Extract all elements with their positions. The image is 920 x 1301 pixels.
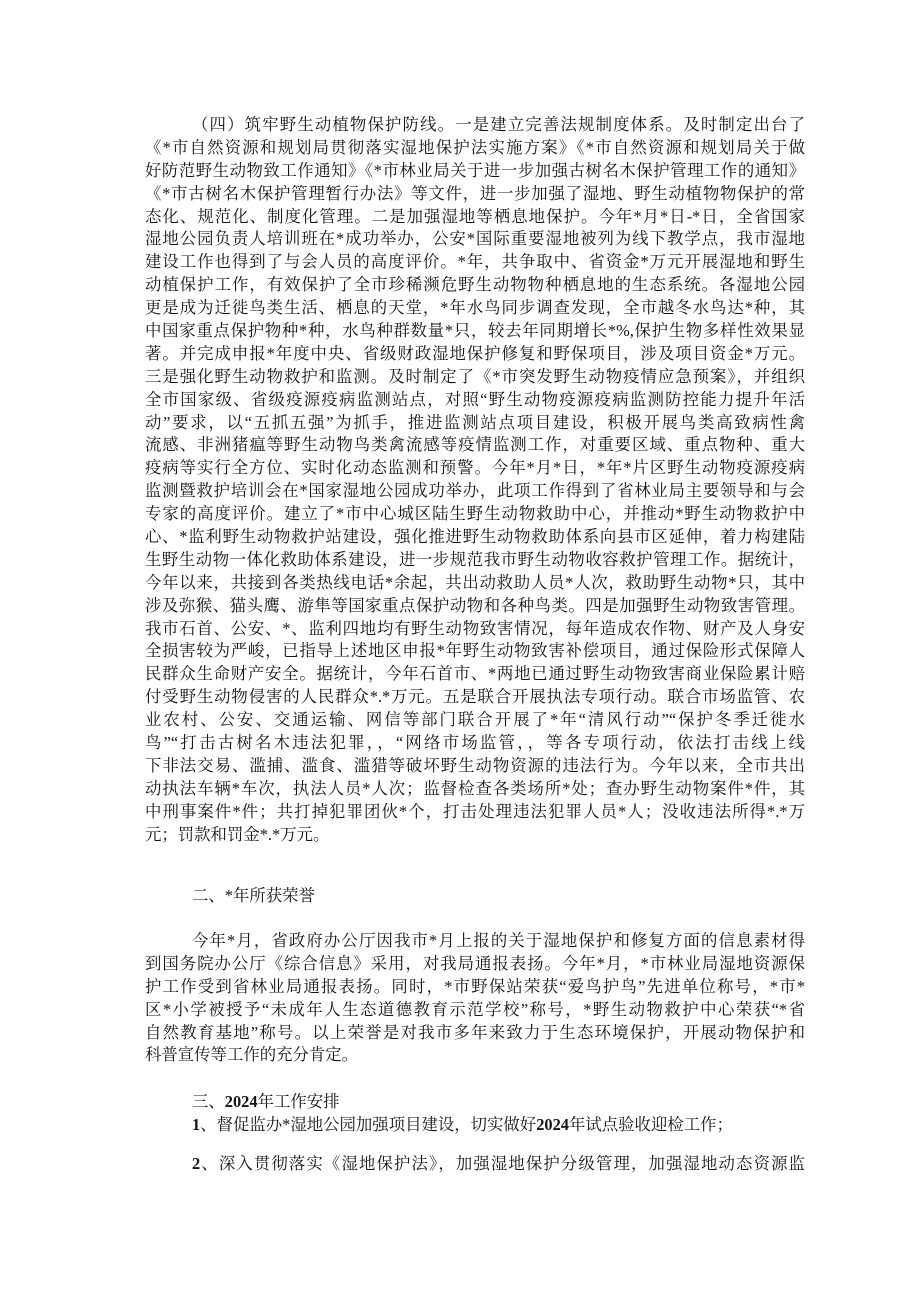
paragraph-wildlife-protection: [145, 114, 805, 847]
text-line: 下非法交易、滥捕、滥食、滥猎等破坏野生动物资源的违法行为。今年以来，全市共出: [145, 755, 805, 775]
text-line: 生野生动物一体化救助体系建设，进一步规范我市野生动物收容救护管理工作。据统计，: [145, 549, 805, 569]
text-line: 今年*月，省政府办公厅因我市*月上报的关于湿地保护和修复方面的信息素材得: [192, 931, 805, 950]
item-number: 2: [192, 1154, 201, 1173]
text-line: 区*小学被授予“未成年人生态道德教育示范学校”称号，*野生动物救护中心荣获“*省: [145, 999, 805, 1019]
text-line: 《*市自然资源和规划局贯彻落实湿地保护法实施方案》《*市自然资源和规划局关于做: [145, 137, 805, 157]
item-separator: 、: [200, 1115, 217, 1134]
section-heading-2024-plan: [145, 1091, 805, 1114]
text-line: 《*市古树名木保护管理暂行办法》等文件，进一步加强了湿地、野生动植物物保护的常: [145, 183, 805, 203]
text-line: 三是强化野生动物救护和监测。及时制定了《*市突发野生动物疫情应急预案》，并组织: [145, 366, 805, 386]
plan-item-2: [145, 1153, 805, 1176]
text-line: 民群众生命财产安全。据统计，今年石首市、*两地已通过野生动物致害商业保险累计赔: [145, 664, 805, 684]
text-line: 更是成为迁徙鸟类生活、栖息的天堂，*年水鸟同步调查发现，全市越冬水鸟达*种，其: [145, 298, 805, 318]
text-line: 鸟”“打击古树名木违法犯罪，，“网络市场监管，，等各专项行动，依法打击线上线: [145, 733, 805, 753]
text-line: 建设工作也得到了与会人员的高度评价。*年，共争取中、省资金*万元开展湿地和野生: [145, 252, 805, 272]
item-text-before: 督促监办*湿地公园加强项目建设，切实做好: [216, 1115, 537, 1134]
text-line: 专家的高度评价。建立了*市中心城区陆生野生动物救助中心，并推动*野生动物救护中: [145, 504, 805, 524]
text-line: 涉及弥猴、猫头鹰、游隼等国家重点保护动物和各种鸟类。四是加强野生动物致害管理。: [145, 595, 805, 615]
text-line: 动执法车辆*车次，执法人员*人次；监督检查各类场所*处；查办野生动物案件*件，其: [145, 778, 805, 798]
text-line: （四）筑牢野生动植物保护防线。一是建立完善法规制度体系。及时制定出台了: [192, 115, 805, 134]
plan-item-1: [145, 1114, 805, 1137]
text-line: 态化、规范化、制度化管理。二是加强湿地等栖息地保护。今年*月*日-*日，全省国家: [145, 206, 805, 226]
text-line: 监测暨救护培训会在*国家湿地公园成功举办，此项工作得到了省林业局主要领导和与会: [145, 481, 805, 501]
text-line: 付受野生动物侵害的人民群众*.*万元。五是联合开展执法专项行动。联合市场监管、农: [145, 687, 805, 707]
text-line: 业农村、公安、交通运输、网信等部门联合开展了*年“清风行动”“保护冬季迁徙水: [145, 710, 805, 730]
text-line: 自然教育基地”称号。以上荣誉是对我市多年来致力于生态环境保护，开展动物保护和: [145, 1022, 805, 1042]
heading-suffix: 年工作安排: [257, 1092, 340, 1111]
heading-prefix: 三、: [192, 1092, 225, 1111]
paragraph-honors: [145, 930, 805, 1067]
text-line: 元；罚款和罚金*.*万元。: [145, 824, 330, 844]
text-line: 中国家重点保护物种*种，水鸟种群数量*只，较去年同期增长*%,保护生物多样性效果显: [145, 321, 805, 341]
text-line: 中刑事案件*件；共打掉犯罪团伙*个，打击处理违法犯罪人员*人；没收违法所得*.*万: [145, 801, 805, 821]
text-line: 好防范野生动物致工作通知》《*市林业局关于进一步加强古树名木保护管理工作的通知》: [145, 160, 805, 180]
text-line: 科普宣传等工作的充分肯定。: [145, 1045, 359, 1065]
item-text-after: 年试点验收迎检工作；: [569, 1115, 733, 1134]
text-line: 动植保护工作，有效保护了全市珍稀濒危野生动物物种栖息地的生态系统。各湿地公园: [145, 275, 805, 295]
text-line: 流感、非洲猪瘟等野生动物鸟类禽流感等疫情监测工作，对重要区域、重点物种、重大: [145, 435, 805, 455]
text-line: 动”要求，以“五抓五强”为抓手，推进监测站点项目建设，积极开展鸟类高致病性禽: [145, 412, 805, 432]
text-line: [145, 1114, 805, 1137]
text-line: 全损害较为严峻，已指导上述地区申报*年野生动物致害补偿项目，通过保险形式保障人: [145, 641, 805, 661]
text-line: 护工作受到省林业局通报表扬。同时，*市野保站荣获“爱鸟护鸟”先进单位称号，*市*: [145, 976, 805, 996]
text-line: 到国务院办公厅《综合信息》采用，对我局通报表扬。今年*月，*市林业局湿地资源保: [145, 953, 805, 973]
item-year: 2024: [536, 1115, 569, 1134]
heading-text: [145, 1091, 805, 1114]
text-line: [145, 1153, 805, 1176]
text-line: 著。并完成申报*年度中央、省级财政湿地保护修复和野保项目，涉及项目资金*万元。: [145, 343, 805, 363]
section-heading-honors: [145, 885, 805, 908]
heading-year: 2024: [224, 1092, 258, 1111]
text-line: 全市国家级、省级疫源疫病监测站点，对照“野生动物疫源疫病监测防控能力提升年活: [145, 389, 805, 409]
item-separator: 、: [200, 1154, 219, 1173]
text-line: 疫病等实行全方位、实时化动态监测和预警。今年*月*日，*年*片区野生动物疫源疫病: [145, 458, 805, 478]
text-line: 心、*监利野生动物救护站建设，强化推进野生动物救助体系向县市区延伸，着力构建陆: [145, 527, 805, 547]
text-line: 湿地公园负责人培训班在*成功举办，公安*国际重要湿地被列为线下教学点，我市湿地: [145, 229, 805, 249]
text-line: 我市石首、公安、*、监利四地均有野生动物致害情况，每年造成农作物、财产及人身安: [145, 618, 805, 638]
item-text: 深入贯彻落实《湿地保护法》，加强湿地保护分级管理，加强湿地动态资源监: [218, 1154, 805, 1173]
item-number: 1: [192, 1115, 201, 1134]
heading-text: 二、*年所获荣誉: [192, 886, 315, 905]
text-line: 今年以来，共接到各类热线电话*余起，共出动救助人员*人次，救助野生动物*只，其中: [145, 572, 805, 592]
